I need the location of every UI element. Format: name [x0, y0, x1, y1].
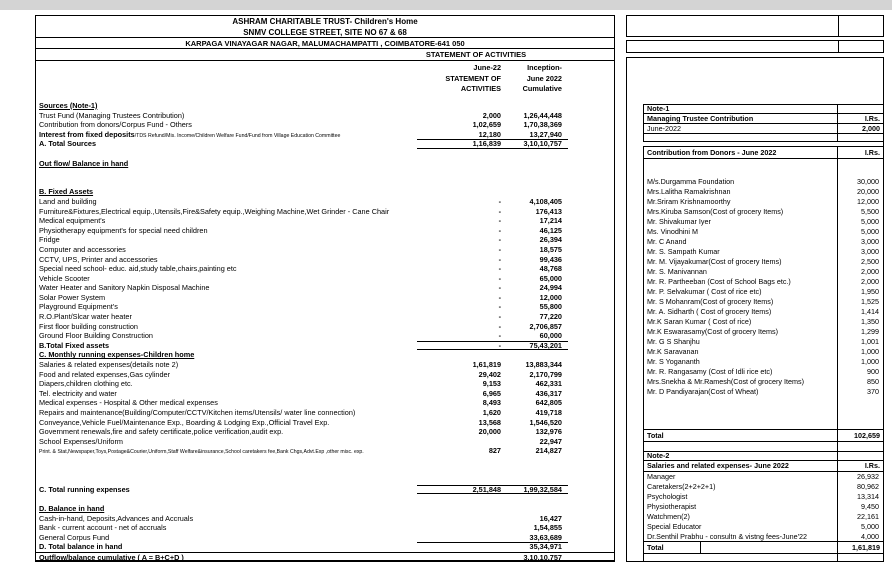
june-value: 12,180: [478, 129, 501, 139]
donor-name: Mr. S. Sampath Kumar: [647, 247, 720, 256]
statement-row: [36, 418, 614, 428]
donor-name: Mr. M. Vijayakumar(Cost of grocery Items): [647, 257, 782, 266]
statement-row: [36, 226, 614, 236]
june-value: 20,000: [478, 427, 501, 437]
salaries-total-amount: 1,61,819: [837, 542, 883, 553]
row-label: Playground Equipment's: [39, 302, 118, 312]
salary-amount: 26,932: [857, 472, 879, 481]
cumulative-value: 17,214: [539, 216, 562, 226]
statement-row: [36, 350, 614, 360]
row-label: Salaries & related expenses(details note 2): [39, 360, 179, 370]
statement-row: [36, 159, 614, 169]
donor-name: Mr. S Yogananth: [647, 357, 700, 366]
donor-row: [644, 357, 883, 367]
cumulative-value: 33,63,689: [529, 532, 562, 542]
statement-row: [36, 111, 614, 121]
row-label: Land and building: [39, 196, 97, 206]
scan-edge-strip: [0, 0, 892, 10]
salary-amount: 5,000: [861, 522, 879, 531]
statement-row: [36, 446, 614, 456]
statement-title-row: [36, 49, 614, 61]
donor-name: Mr. S Mohanram(Cost of grocery Items): [647, 297, 774, 306]
row-label: General Corpus Fund: [39, 532, 110, 542]
org-title: [36, 16, 614, 38]
note1-label: Note-1: [647, 104, 670, 113]
salaries-total-label: Total: [647, 543, 664, 552]
donors-block: [643, 158, 884, 430]
salary-amount: 4,000: [861, 532, 879, 541]
donor-amount: 1,525: [861, 297, 879, 306]
row-label: Physiotherapy equipment's for special need children: [39, 225, 208, 235]
cumulative-value: 419,718: [535, 408, 562, 417]
row-label: Outflow/balance cumulative ( A = B+C+D ): [39, 552, 184, 562]
statement-row: [36, 360, 614, 370]
row-label: Conveyance,Vehicle Fuel/Maintenance Exp., Boarding & Lodging Exp.,Official Travel Exp.: [39, 417, 330, 427]
trustee-month: June-2022: [647, 124, 681, 133]
row-label: Trust Fund (Managing Trustees Contribution): [39, 110, 185, 120]
donor-name: M/s.Durgamma Foundation: [647, 177, 735, 186]
statement-row: [36, 379, 614, 389]
row-label: D. Balance in hand: [39, 503, 105, 513]
row-label: Sources (Note-1): [39, 101, 98, 110]
statement-row: [36, 216, 614, 226]
donor-row: [644, 217, 883, 227]
row-label: B. Fixed Assets: [39, 187, 94, 197]
salary-role: Psychologist: [647, 492, 688, 501]
org-title-line2: SNMV COLLEGE STREET, SITE NO 67 & 68: [243, 28, 407, 37]
donor-row: [644, 327, 883, 337]
cumulative-value: 462,331: [535, 379, 562, 389]
cumulative-value: 16,427: [539, 513, 562, 523]
cumulative-value: 642,805: [535, 398, 562, 408]
statement-row: [36, 255, 614, 265]
statement-row: [36, 245, 614, 255]
empty-row: [643, 133, 884, 142]
top-right-cell-2: [626, 40, 884, 53]
donor-name: Mr.K Eswarasamy(Cost of grocery Items): [647, 327, 778, 336]
june-value: -: [498, 206, 501, 216]
donor-row: [644, 247, 883, 257]
donor-list: [644, 159, 883, 397]
cumulative-value: 24,994: [539, 283, 562, 293]
row-label: D. Total balance in hand: [39, 542, 123, 552]
statement-row: [36, 235, 614, 245]
donor-name: Mrs.Kiruba Samson(Cost of grocery Items): [647, 207, 784, 216]
cell-divider: [838, 16, 839, 36]
statement-row: [36, 504, 614, 514]
statement-row: [36, 331, 614, 341]
june-value: -: [498, 254, 501, 264]
donor-row: [644, 307, 883, 317]
june-value: -: [498, 292, 501, 302]
row-label: CCTV, UPS, Printer and accessories: [39, 254, 158, 264]
cell-divider: [838, 41, 839, 52]
donor-row: [644, 287, 883, 297]
june-value: -: [498, 273, 501, 283]
salaries-title: Salaries and related expenses- June 2022: [647, 461, 789, 470]
row-label: Vehicle Scooter: [39, 273, 90, 283]
donor-amount: 5,500: [861, 207, 879, 216]
row-label: Fridge: [39, 235, 60, 245]
statement-row: [36, 485, 614, 495]
donor-row: [644, 377, 883, 387]
donor-row: [644, 387, 883, 397]
june-value: 1,16,839: [472, 139, 501, 149]
empty-row: [643, 553, 884, 562]
empty-cell: [837, 442, 883, 451]
trustee-title: Managing Trustee Contribution: [647, 114, 754, 123]
statement-row: [36, 264, 614, 274]
salary-amount: 80,962: [857, 482, 879, 491]
row-label: Government renewals,fire and safety certificate,police verification,audit exp.: [39, 427, 284, 437]
june-value: 6,965: [482, 388, 501, 398]
row-label: Water Heater and Sanitory Napkin Disposal Machine: [39, 283, 210, 293]
statement-row: [36, 408, 614, 418]
june-value: -: [498, 321, 501, 331]
donor-amount: 370: [867, 387, 879, 396]
donor-name: Mrs.Lalitha Ramakrishnan: [647, 187, 731, 196]
row-label: First floor building construction: [39, 321, 138, 331]
cumulative-value: 48,768: [539, 264, 562, 274]
donor-row: [644, 267, 883, 277]
salary-row: [644, 502, 883, 512]
donor-row: [644, 257, 883, 267]
note2-header-value-cell: [837, 452, 883, 460]
statement-row: [36, 149, 614, 159]
statement-row: [36, 168, 614, 178]
salary-role: Watchmen(2): [647, 512, 690, 521]
row-label: Furniture&Fixtures,Electrical equip.,Utensils,Fire&Safety equip.,Weighing Machine,Wet Grinder - Cane Chair: [39, 206, 390, 216]
june-value: -: [498, 302, 501, 312]
donor-row: [644, 187, 883, 197]
column-header-cumulative: Inception- June 2022 Cumulative: [522, 63, 562, 93]
salaries-block: [643, 471, 884, 542]
donor-amount: 900: [867, 367, 879, 376]
donor-row: [644, 237, 883, 247]
salary-row: [644, 512, 883, 522]
donor-amount: 3,000: [861, 237, 879, 246]
donor-amount: 1,350: [861, 317, 879, 326]
statement-row: [36, 466, 614, 476]
cumulative-value: 2,706,857: [529, 321, 562, 331]
cumulative-value: 26,394: [539, 235, 562, 245]
salary-role: Manager: [647, 472, 676, 481]
row-label: Print. & Stat,Newspaper,Toys,Postage&Courier,Uniform,Staff Welfare&insurance,School caretakers fee,Bank Chgs,Advt.Exp ,other misc. exp.: [39, 449, 364, 456]
salary-amount: 9,450: [861, 502, 879, 511]
donor-name: Mr. D Pandiyarajan(Cost of Wheat): [647, 387, 759, 396]
statement-row: [36, 542, 614, 552]
row-label: Computer and accessories: [39, 244, 126, 254]
donor-row: [644, 197, 883, 207]
top-right-cell-1: [626, 15, 884, 37]
salary-row: [644, 482, 883, 492]
donor-amount: 5,000: [861, 217, 879, 226]
cumulative-value: 214,827: [535, 446, 562, 456]
donor-row: [644, 297, 883, 307]
june-value: 1,61,819: [472, 360, 501, 370]
salary-role: Caretakers(2+2+2+1): [647, 482, 716, 491]
salary-role: Special Educator: [647, 522, 702, 531]
donor-name: Mr.Sriram Krishnamoorthy: [647, 197, 731, 206]
statement-row: [36, 341, 614, 351]
donor-amount: 1,414: [861, 307, 879, 316]
row-label: Tel. electricity and water: [39, 388, 117, 398]
salary-amount: 13,314: [857, 492, 879, 501]
statement-row: [36, 475, 614, 485]
cumulative-value: 35,34,971: [529, 542, 562, 552]
june-value: -: [498, 264, 501, 274]
row-label: Ground Floor Building Construction: [39, 331, 153, 341]
statement-row: [36, 312, 614, 322]
statement-row: [36, 370, 614, 380]
donor-name: Mr. C Anand: [647, 237, 687, 246]
column-header-june: June-22 STATEMENT OF ACTIVITIES: [445, 63, 501, 93]
org-address: KARPAGA VINAYAGAR NAGAR, MALUMACHAMPATTI , COIMBATORE-641 050: [36, 38, 614, 49]
statement-row: [36, 523, 614, 533]
cumulative-value: 3,10,10,757: [523, 552, 562, 562]
donor-name: Mr. G S Shanjhu: [647, 337, 700, 346]
donors-total-label: Total: [647, 431, 664, 440]
donor-name: Mr. Shivakumar Iyer: [647, 217, 711, 226]
statement-row: [36, 101, 614, 111]
statement-row: [36, 398, 614, 408]
cell-split: [700, 542, 701, 553]
statement-row: [36, 139, 614, 149]
cumulative-value: 65,000: [539, 273, 562, 283]
june-value: 2,51,848: [472, 484, 501, 494]
row-label: B.Total Fixed assets: [39, 340, 110, 350]
row-label: Cash-in-hand, Deposits,Advances and Accruals: [39, 513, 194, 523]
june-value: -: [498, 235, 501, 245]
cumulative-value: 22,947: [539, 436, 562, 446]
statement-row: [36, 283, 614, 293]
donors-title: Contribution from Donors - June 2022: [647, 148, 777, 157]
donor-amount: 3,000: [861, 247, 879, 256]
cumulative-value: 1,54,855: [533, 523, 562, 533]
statement-row: [36, 187, 614, 197]
salary-row: [644, 522, 883, 532]
salary-row: [644, 472, 883, 482]
empty-cell: [837, 554, 883, 562]
row-label: Bank - current account - net of accruals: [39, 523, 167, 533]
row-label: C. Total running expenses: [39, 484, 130, 494]
donor-name: Mr. R. Partheeban (Cost of School Bags etc.): [647, 277, 791, 286]
donor-amount: 20,000: [857, 187, 879, 196]
donor-row: [644, 207, 883, 217]
donor-name: Mr. A. Sidharth ( Cost of grocery Items): [647, 307, 772, 316]
cumulative-value: 2,170,799: [529, 369, 562, 379]
donor-row: [644, 347, 883, 357]
cumulative-value: 12,000: [539, 292, 562, 302]
cumulative-value: 55,800: [539, 302, 562, 312]
row-label: Special need school- educ. aid,study table,chairs,painting etc: [39, 264, 237, 274]
donor-amount: 2,000: [861, 267, 879, 276]
cumulative-value: 18,575: [539, 244, 562, 254]
donors-currency: I.Rs.: [837, 147, 883, 158]
donor-name: Mrs.Snekha & Mr.Ramesh(Cost of grocery Items): [647, 377, 804, 386]
donor-row: [644, 177, 883, 187]
june-value: 8,493: [482, 398, 501, 408]
note1-header-value-cell: [837, 105, 883, 113]
cumulative-value: 132,976: [535, 427, 562, 437]
june-value: 1,02,659: [472, 120, 501, 130]
june-value: -: [498, 283, 501, 293]
cumulative-value: 3,10,10,757: [523, 139, 562, 149]
donor-name: Mr. R. Rangasamy (Cost of Idli rice etc): [647, 367, 773, 376]
cumulative-value: 1,26,44,448: [523, 110, 562, 120]
donor-name: Mr. S. Manivannan: [647, 267, 707, 276]
donor-amount: 1,299: [861, 327, 879, 336]
salary-amount: 22,161: [857, 512, 879, 521]
row-label: Diapers,children clothing etc.: [39, 379, 133, 389]
june-value: -: [498, 331, 501, 341]
donor-row: [644, 317, 883, 327]
statement-row: [36, 389, 614, 399]
donor-row: [644, 367, 883, 377]
june-value: 9,153: [482, 379, 501, 389]
donor-amount: 2,500: [861, 257, 879, 266]
cumulative-value: 1,546,520: [529, 417, 562, 427]
salary-list: [644, 472, 883, 542]
statement-row: [36, 197, 614, 207]
donor-amount: 850: [867, 377, 879, 386]
row-label: C. Monthly running expenses-Children home: [39, 350, 195, 360]
salary-row: [644, 492, 883, 502]
cumulative-value: 77,220: [539, 312, 562, 322]
june-value: 2,000: [482, 110, 501, 120]
donor-amount: 1,950: [861, 287, 879, 296]
notes-panel: [626, 57, 884, 562]
statement-row: [36, 130, 614, 140]
donor-name: Ms. Vinodhini M: [647, 227, 699, 236]
cumulative-value: 176,413: [535, 206, 562, 216]
june-value: -: [498, 216, 501, 226]
row-label: Medical equipment's: [39, 216, 106, 226]
donor-row: [644, 337, 883, 347]
cumulative-value: 75,43,201: [529, 340, 562, 350]
statement-row: [36, 437, 614, 447]
statement-row: [36, 293, 614, 303]
statement-row: [36, 514, 614, 524]
statement-row: [36, 178, 614, 188]
donor-row: [644, 277, 883, 287]
statement-row: [36, 207, 614, 217]
cumulative-value: 99,436: [539, 254, 562, 264]
donor-name: Mr.K Saran Kumar ( Cost of rice): [647, 317, 752, 326]
june-value: -: [498, 312, 501, 322]
cumulative-value: 13,883,344: [525, 360, 562, 370]
row-label: R.O.Plant/Slcar water heater: [39, 312, 132, 322]
june-value: -: [498, 244, 501, 254]
note2-label: Note-2: [647, 451, 670, 460]
cumulative-value: 13,27,940: [529, 129, 562, 139]
salary-role: Dr.Senthil Prabhu - consultn & vistng fees-June'22: [647, 532, 807, 541]
statement-rows: [36, 101, 614, 563]
donor-name: Mr.K Saravanan: [647, 347, 699, 356]
donor-amount: 2,000: [861, 277, 879, 286]
org-title-line1: ASHRAM CHARITABLE TRUST- Children's Home: [232, 17, 418, 26]
row-label: School Expenses/Uniform: [39, 436, 123, 446]
salaries-currency: I.Rs.: [837, 461, 883, 471]
donor-name: Mr. P. Selvakumar ( Cost of rice etc): [647, 287, 762, 296]
cumulative-value: 436,317: [535, 388, 562, 398]
row-label: Solar Power System: [39, 292, 106, 302]
june-value: 1,620: [482, 408, 501, 417]
row-label: Contribution from donors/Corpus Fund - Others: [39, 120, 192, 130]
donors-total-amount: 102,659: [837, 430, 883, 441]
statement-row: [36, 427, 614, 437]
june-value: -: [498, 196, 501, 206]
row-label: Medical expenses - Hospital & Other medical expenses: [39, 398, 218, 408]
cumulative-value: 4,108,405: [529, 196, 562, 206]
june-value: 29,402: [478, 369, 501, 379]
empty-cell: [837, 134, 883, 141]
trustee-currency: I.Rs.: [837, 114, 883, 123]
statement-row: [36, 120, 614, 130]
june-value: 827: [488, 446, 501, 456]
june-value: 13,568: [478, 417, 501, 427]
cumulative-value: 46,125: [539, 225, 562, 235]
cumulative-value: 60,000: [539, 331, 562, 341]
statement-row: [36, 274, 614, 284]
june-value: -: [498, 225, 501, 235]
cumulative-value: 1,99,32,584: [523, 484, 562, 494]
statement-row: [36, 322, 614, 332]
donor-amount: 1,000: [861, 347, 879, 356]
statement-row: [36, 533, 614, 543]
donor-amount: 5,000: [861, 227, 879, 236]
row-label: Food and related expenses,Gas cylinder: [39, 369, 171, 379]
statement-row: [36, 494, 614, 504]
donor-amount: 1,000: [861, 357, 879, 366]
cumulative-value: 1,70,38,369: [523, 120, 562, 130]
statement-row: [36, 552, 614, 563]
donor-amount: 30,000: [857, 177, 879, 186]
statement-row: [36, 456, 614, 466]
june-value: -: [498, 340, 501, 350]
donor-row: [644, 227, 883, 237]
donor-amount: 1,001: [861, 337, 879, 346]
row-label: Interest from fixed deposits/TDS Refund/Mis. Income/Children Welfare Fund/Fund from Village Education Committee: [39, 129, 341, 139]
statement-title: STATEMENT OF ACTIVITIES: [425, 50, 527, 59]
donor-amount: 12,000: [857, 197, 879, 206]
salary-role: Physiotherapist: [647, 502, 697, 511]
row-label: A. Total Sources: [39, 139, 97, 149]
row-label: Out flow/ Balance in hand: [39, 158, 129, 168]
trustee-amount: 2,000: [837, 124, 883, 133]
row-label: Repairs and maintenance(Building/Computer/CCTV/Kitchen items/Utensils/ water line connection): [39, 408, 356, 417]
statement-row: [36, 302, 614, 312]
main-statement-table: [35, 15, 615, 562]
